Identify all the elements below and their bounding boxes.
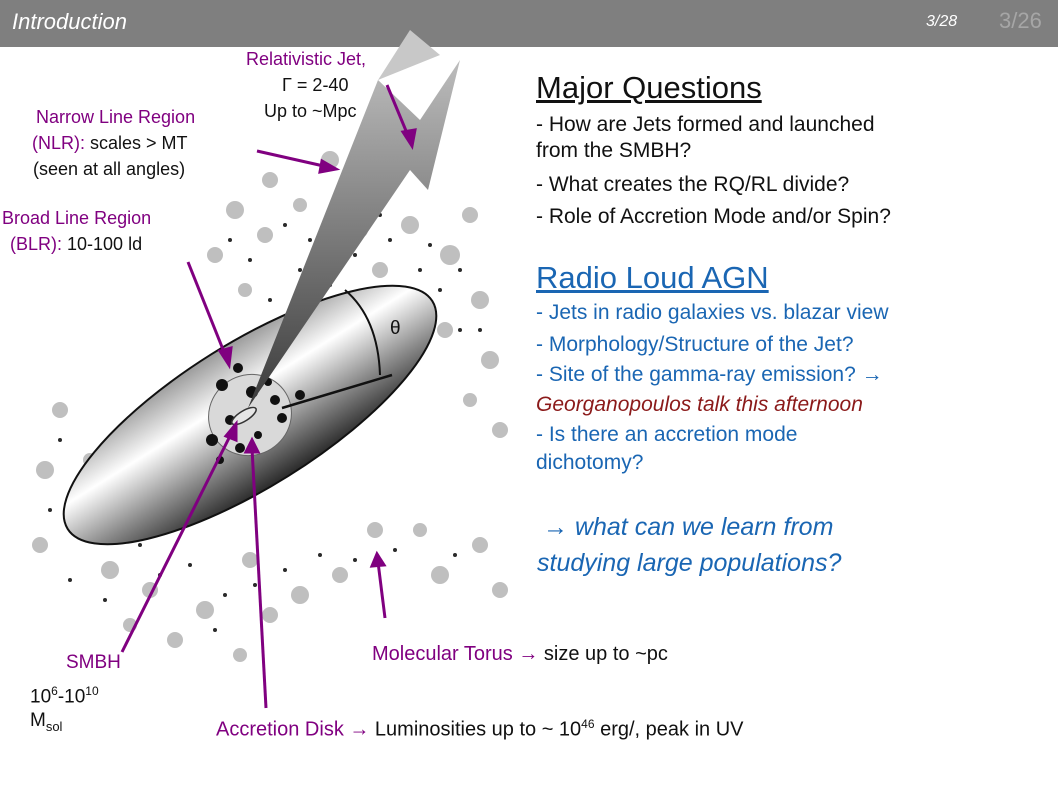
rl-item-3: - Site of the gamma-ray emission? → xyxy=(536,363,883,386)
theta-label: θ xyxy=(390,318,401,339)
jet-label-line3: Up to ~Mpc xyxy=(264,101,357,121)
rl-item-2: - Morphology/Structure of the Jet? xyxy=(536,333,854,356)
rl-talk-note: Georganopoulos talk this afternoon xyxy=(536,393,863,416)
question-3: - Role of Accretion Mode and/or Spin? xyxy=(536,205,891,228)
blr-label-line2: (BLR): 10-100 ld xyxy=(10,234,143,254)
learn-line-2: studying large populations? xyxy=(537,549,842,577)
question-1: - How are Jets formed and launched xyxy=(536,113,875,136)
jet-label-line2: Γ = 2-40 xyxy=(282,75,349,95)
learn-callout xyxy=(537,509,841,581)
major-questions-title: Major Questions xyxy=(536,70,762,105)
smbh-label: SMBH xyxy=(66,652,121,673)
rl-item-4-cont: dichotomy? xyxy=(536,451,644,474)
rl-item-1: - Jets in radio galaxies vs. blazar view xyxy=(536,301,889,324)
question-2: - What creates the RQ/RL divide? xyxy=(536,173,850,196)
nlr-label-line1: Narrow Line Region xyxy=(36,107,196,127)
smbh-mass: $10^6-10^{10}$ xyxy=(30,684,99,708)
slide-number-watermark: 3/26 xyxy=(999,8,1042,33)
radio-loud-title: Radio Loud AGN xyxy=(536,260,769,295)
smbh-mass-unit: $M_{sol}$ xyxy=(30,710,63,734)
nlr-label-line3: (seen at all angles) xyxy=(33,159,186,179)
disk-label: Accretion Disk → Luminosities up to ~ $10^{46}$ erg/, peak in UV xyxy=(216,717,744,741)
section-title: Introduction xyxy=(12,9,127,34)
question-1-cont: from the SMBH? xyxy=(536,139,692,162)
torus-label: Molecular Torus → size up to ~pc xyxy=(372,643,668,665)
rl-item-4: - Is there an accretion mode xyxy=(536,423,798,446)
nlr-label-line2: (NLR): scales > MT xyxy=(32,133,188,153)
jet-label-line1: Relativistic Jet, xyxy=(246,49,367,69)
slide-number: 3/28 xyxy=(926,13,958,30)
learn-line-1: → what can we learn from xyxy=(543,513,834,541)
blr-label-line1: Broad Line Region xyxy=(2,208,152,228)
